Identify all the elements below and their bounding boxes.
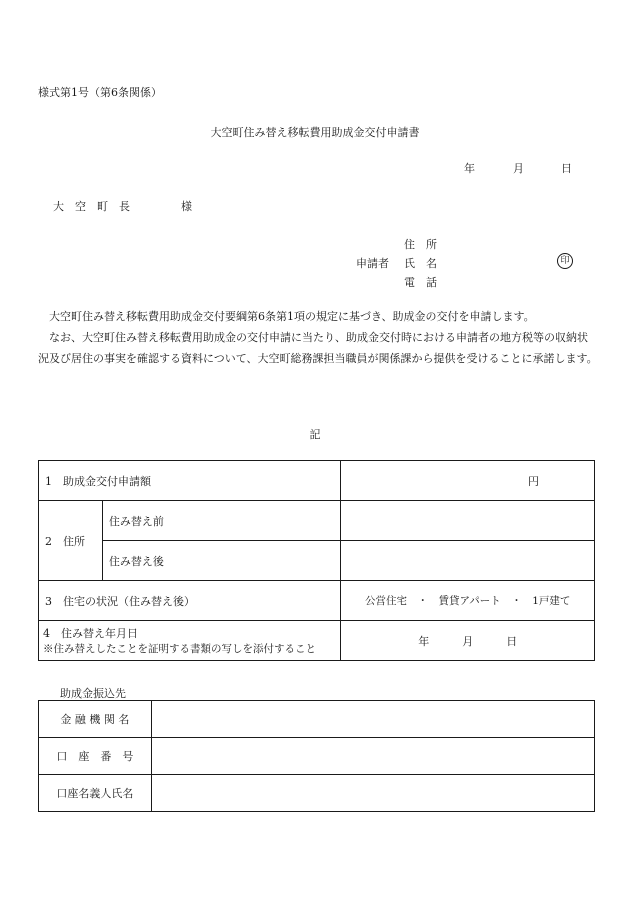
row4-label: 4 住み替え年月日 (43, 627, 138, 640)
applicant-phone-label: 電 話 (404, 276, 437, 289)
table-row (39, 461, 595, 501)
row4-label-cell (39, 621, 341, 661)
seal-mark: 印 (557, 253, 573, 269)
ki-heading: 記 (309, 428, 321, 441)
addressee-name: 大 空 町 長 (53, 200, 130, 213)
body-paragraph-1: 大空町住み替え移転費用助成金交付要綱第6条第1項の規定に基づき、助成金の交付を申請します。 (49, 310, 535, 323)
bank-account-holder-label: 口座名義人氏名 (39, 775, 152, 812)
row3-label: 3 住宅の状況（住み替え後） (39, 581, 341, 621)
row2-label: 2 住所 (39, 501, 103, 581)
table-row (39, 701, 595, 738)
date-day: 日 (561, 162, 572, 175)
row2-before-label: 住み替え前 (102, 501, 340, 541)
date-month: 月 (513, 162, 524, 175)
application-table (38, 460, 595, 661)
table-row (39, 621, 595, 661)
bank-table (38, 700, 595, 812)
row2-after-label: 住み替え後 (102, 541, 340, 581)
body-paragraph-2: なお、大空町住み替え移転費用助成金の交付申請に当たり、助成金交付時における申請者の地方税等の収納状況及び居住の事実を確認する資料について、大空町総務課担当職員が関係課から提供を受けることに承諾します。 (38, 331, 598, 365)
row3-options[interactable]: 公営住宅 ・ 賃貸アパート ・ 1戸建て (341, 581, 595, 621)
row4-date[interactable]: 年 月 日 (341, 621, 595, 661)
row1-value[interactable] (341, 461, 595, 501)
applicant-label: 申請者 (356, 257, 389, 270)
table-row (39, 501, 595, 541)
row2-before-value[interactable] (341, 501, 595, 541)
table-row (39, 775, 595, 812)
applicant-name-label: 氏 名 (404, 257, 437, 270)
bank-account-number-label: 口 座 番 号 (39, 738, 152, 775)
form-number: 様式第1号（第6条関係） (38, 86, 162, 99)
applicant-address-label: 住 所 (404, 238, 437, 251)
row2-after-value[interactable] (341, 541, 595, 581)
document-title: 大空町住み替え移転費用助成金交付申請書 (210, 126, 420, 139)
table-row (39, 541, 595, 581)
row1-unit: 円 (528, 474, 539, 488)
row1-label: 1 助成金交付申請額 (39, 461, 341, 501)
table-row (39, 738, 595, 775)
addressee-honorific: 様 (181, 200, 192, 213)
body-text (38, 306, 598, 369)
bank-account-holder-value[interactable] (151, 775, 594, 812)
bank-heading: 助成金振込先 (60, 687, 126, 700)
bank-institution-value[interactable] (151, 701, 594, 738)
bank-account-number-value[interactable] (151, 738, 594, 775)
date-year: 年 (464, 162, 475, 175)
bank-institution-label: 金 融 機 関 名 (39, 701, 152, 738)
table-row (39, 581, 595, 621)
row4-note: ※住み替えしたことを証明する書類の写しを添付すること (43, 643, 316, 655)
